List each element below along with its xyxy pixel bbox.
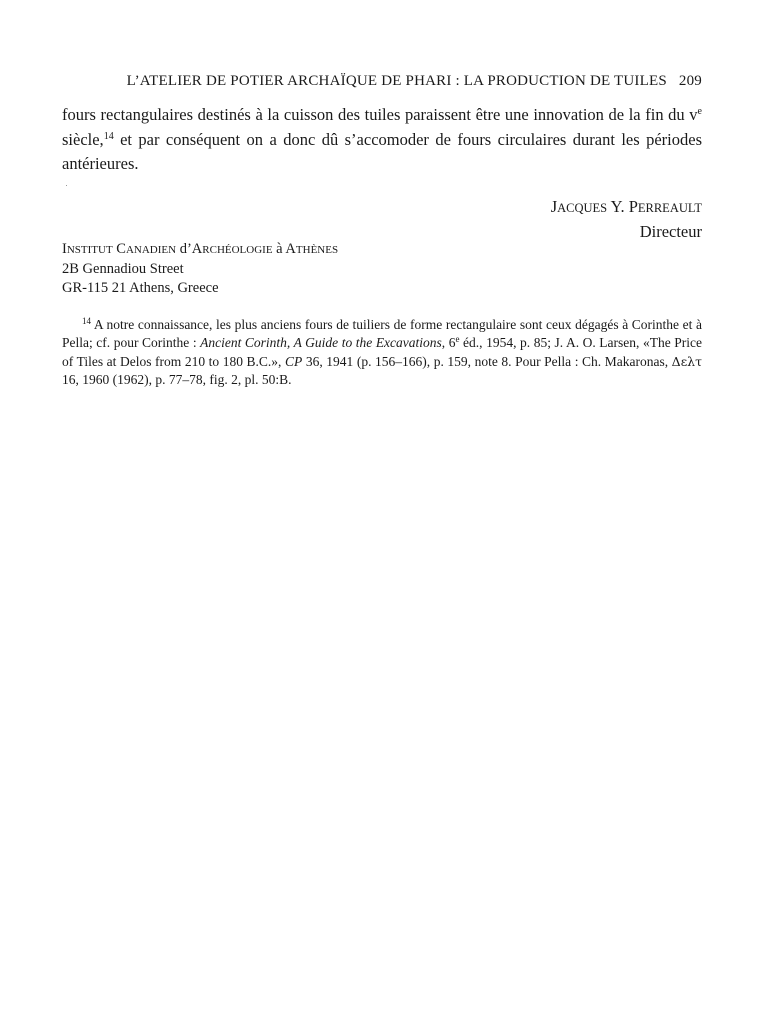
greek-journal-abbrev: Δελτ (671, 353, 703, 369)
citation-title: Ancient Corinth, A Guide to the Excavations (200, 335, 442, 351)
body-text-part: fours rectangulaires destinés à la cuisson des tuiles paraissent être une innovation de la fin du v (62, 105, 698, 124)
author-name: JACQUES Y. PERREAULT (550, 197, 702, 216)
footnote-14: $^{14}$ A notre connaissance, les plus anciens fours de tuiliers de forme rectangulaire sont ceux dégagés à Corinthe et à Pella; cf. pour Corinthe : Ancient Corinth, A Guide to the Excavations, 6e éd., 1954, p. 85; J. A. O. Larsen, «The Price of Tiles at Delos from 210 to 180 B.C.», CP 36, 1941 (p. 156–166), p. 159, note 8. Pour Pella : Ch. Makaronas, Δελτ 16, 1960 (1962), p. 77–78, fig. 2, pl. 50:B. (62, 316, 703, 387)
institution-name: INSTITUT CANADIEN d’ARCHÉOLOGIE à ATHÈNES (62, 241, 339, 257)
page-number: 209 (678, 73, 702, 89)
signature-block (551, 195, 702, 243)
century-superscript: e (697, 106, 702, 117)
body-paragraph (62, 103, 702, 177)
body-text-part: siècle, (62, 129, 104, 149)
running-head-title: L’ATELIER DE POTIER ARCHAÏQUE DE PHARI : LA PRODUCTION DE TUILES (126, 73, 667, 89)
address-block (62, 240, 338, 298)
running-head (127, 73, 702, 90)
footnote-reference[interactable]: 14 (103, 130, 114, 142)
author-role: Directeur (639, 222, 702, 241)
body-text-part: et par conséquent on a donc dû s’accomoder de fours circulaires durant les périodes antérieures. (62, 129, 702, 173)
address-street: 2B Gennadiou Street (62, 261, 184, 277)
stray-dot (66, 185, 67, 186)
address-city: GR-115 21 Athens, Greece (62, 280, 219, 296)
footnote-number: 14 (82, 316, 91, 326)
page (62, 0, 702, 1024)
journal-abbrev: CP (285, 353, 303, 369)
